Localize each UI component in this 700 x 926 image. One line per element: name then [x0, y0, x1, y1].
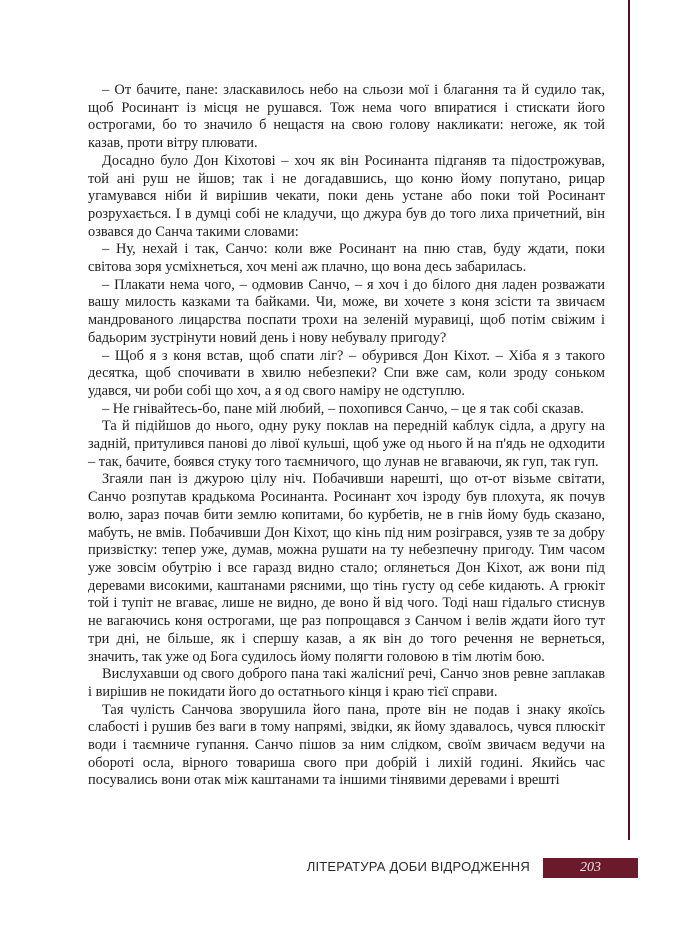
paragraph-7: Та й підійшов до нього, одну руку поклав на передній каблук сідла, а другу на задній, притулився панові до лівої кульші, щоб уже од нього й на п'ядь не одходити – так, бачите, боявся стуку того таємничого, що лунав не вгаваючи, як гуп, так гуп.	[88, 418, 605, 470]
paragraph-5: – Щоб я з коня встав, щоб спати ліг? – обурився Дон Кіхот. – Хіба я з такого десятка, щоб спочивати в хвилю небезпеки? Спи вже сам, коли зроду соньком удався, чи роби собі що хоч, а я од свого наміру не одступлю.	[88, 347, 605, 399]
page-number-badge	[543, 858, 638, 878]
paragraph-3: – Ну, нехай і так, Санчо: коли вже Росинант на пню став, буду ждати, поки світова зоря усміхнеться, хоч мені аж плачно, що вона десь забарилась.	[88, 241, 605, 276]
section-title: ЛІТЕРАТУРА ДОБИ ВІДРОДЖЕННЯ	[306, 859, 530, 874]
text-body	[88, 82, 605, 790]
paragraph-6: – Не гнівайтесь-бо, пане мій любий, – похопився Санчо, – це я так собі сказав.	[102, 400, 584, 417]
page-edge-rule	[628, 0, 630, 840]
paragraph-1: – От бачите, пане: зласкавилось небо на сльози мої і благання та й судило так, щоб Росинант із місця не рушався. Тож нема чого впиратися і стискати його острогами, бо то значило б нещастя на свою голову накликати: негоже, як той казав, проти вітру плювати.	[88, 82, 605, 152]
paragraph-9: Вислухавши од свого доброго пана такі жалісниї речі, Санчо знов ревне заплакав і вирішив не покидати його до остатнього кінця і краю тієї справи.	[88, 666, 605, 700]
paragraph-8: Згаяли пан із джурою цілу ніч. Побачивши нарешті, що от-от візьме світати, Санчо розпутав крадькома Росинанта. Росинант хоч ізроду був плохута, як почув волю, зараз почав бити землю копитами, бо курбетів, не в гнів йому будь сказано, мабуть, не вмів. Побачивши Дон Кіхот, що кінь під ним розігрався, узяв те за добру призвістку: тепер уже, думав, можна рушати на ту небезпечну пригоду. Тим часом уже зовсім обутрію і все гаразд видно стало; оглянеться Дон Кіхот, аж вони під деревами високими, каштанами рясними, що тінь густу од себе кидають. А грюкіт той і тупіт не вгаває, лише не видно, де воно й від чого. Тоді наш гідальго стиснув не вагаючись коня острогами, ще раз попрощався з Санчом і велів ждати його тут три дні, не більше, як і спершу казав, а як він до того речення не вернеться, значить, так уже од Бога судилось йому полягти головою в тім лютім бою.	[88, 471, 605, 665]
paragraph-4: – Плакати нема чого, – одмовив Санчо, – я хоч і до білого дня ладен розважати вашу милость казками та байками. Чи, може, ви хочете з коня зсісти та звичаєм мандрованого лицарства поспати трохи на зеленій муравиці, щоб потім свіжим і бадьорим зустрінути новий день і нову небувалу пригоду?	[88, 276, 605, 346]
paragraph-10: Тая чулість Санчова зворушила його пана, проте він не подав і знаку якоїсь слабості і рушив без ваги в тому напрямі, звідки, як йому здавалось, чувся плюскіт води і таємниче гупання. Санчо пішов за ним слідком, своїм звичаєм ведучи на обороті осла, вірного товариша свого при добрій і лихій годині. Якийсь час посувались вони отак між каштанами та іншими тінявими деревами і врешті	[88, 701, 605, 789]
page-number: 203	[580, 860, 601, 875]
page-footer	[0, 858, 700, 878]
paragraph-2: Досадно було Дон Кіхотові – хоч як він Росинанта підганяв та підострожував, той ані руш не йшов; так і не догадавшись, що коню йому попутано, рицар угамувався ніби й вирішив чекати, поки день устане або поки той Росинант розрухається. І в думці собі не кладучи, що джура був до того лиха причетний, він озвався до Санча такими словами:	[88, 152, 605, 240]
